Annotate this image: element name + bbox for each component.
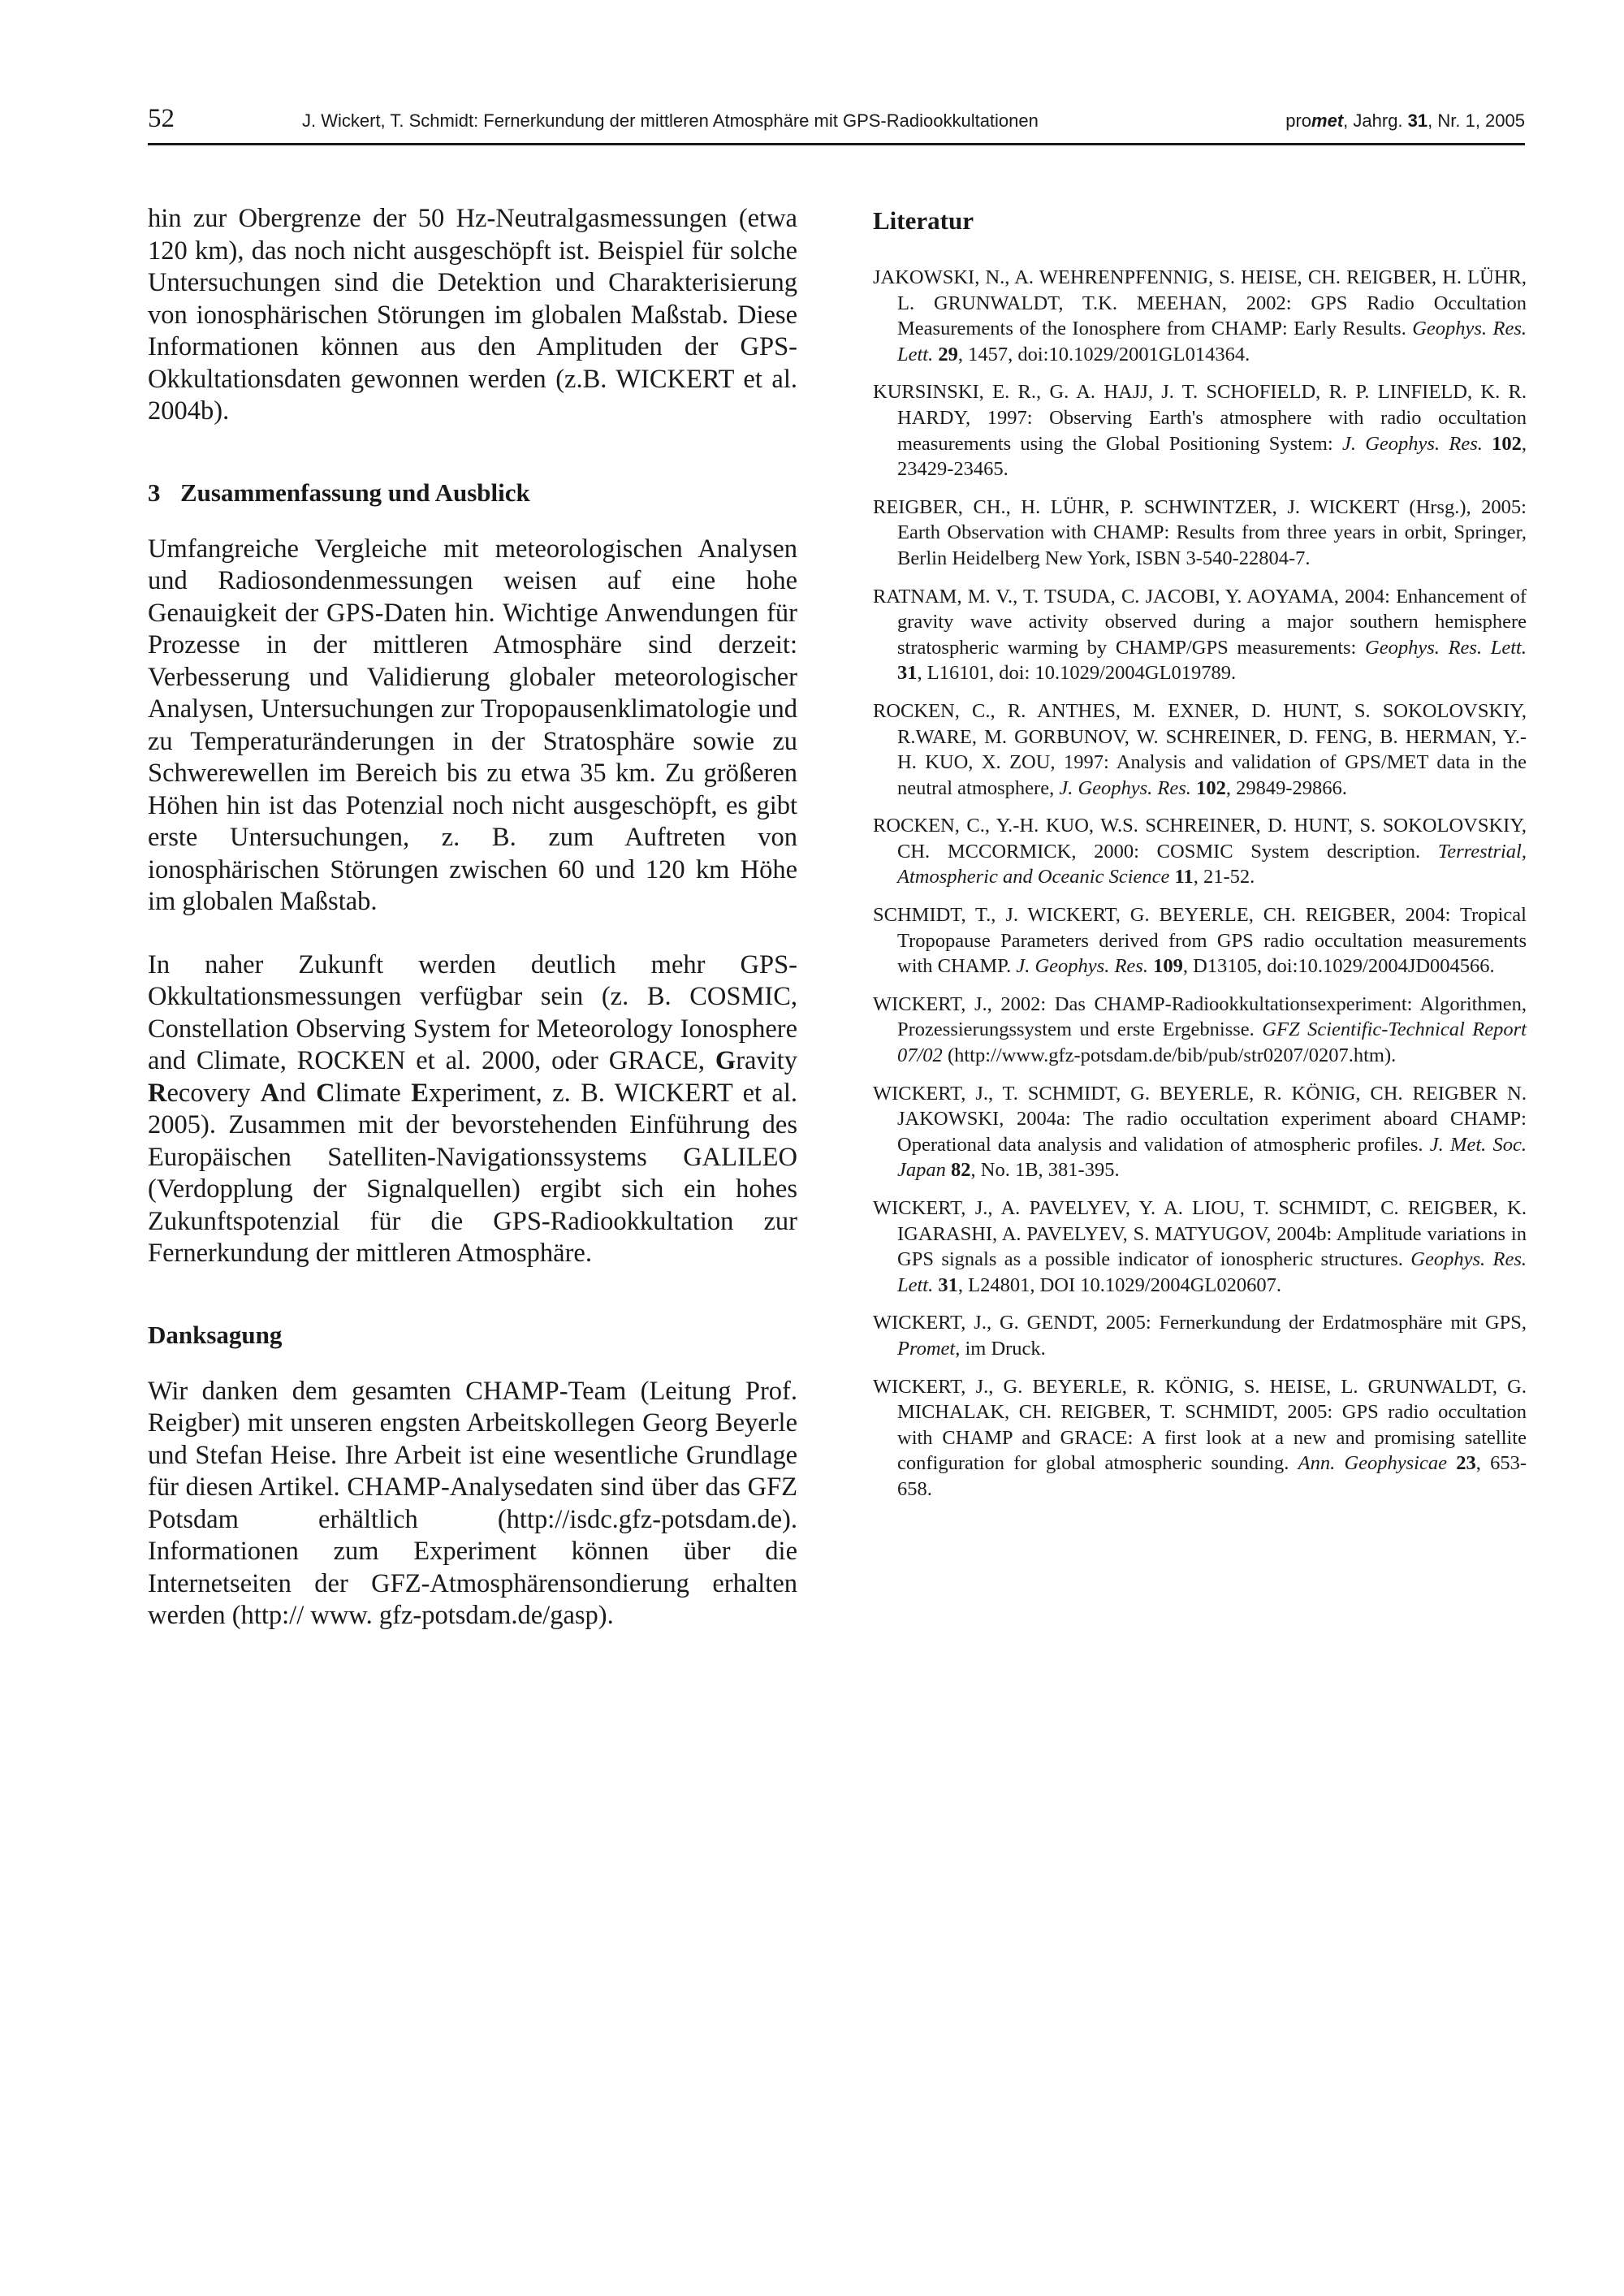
reference-pages: (http://www.gfz-potsdam.de/bib/pub/str0207/0207.htm).	[942, 1044, 1397, 1067]
reference-pages: , No. 1B, 381-395.	[970, 1159, 1120, 1182]
left-column	[148, 203, 797, 1632]
acknowledgement-paragraph: Wir danken dem gesamten CHAMP-Team (Leitung Prof. Reigber) mit unseren engsten Arbeitskollegen Georg Beyerle und Stefan Heise. Ihre Arbeit ist eine wesentliche Grundlage für diesen Artikel. CHAMP-Analysedaten sind über das GFZ Potsdam erhältlich (http://isdc.gfz-potsdam.de). Informationen zum Experiment können über die Internetseiten der GFZ-Atmosphärensondierung erhalten werden (http:// www. gfz-potsdam.de/gasp).	[148, 1376, 797, 1630]
reference-text: RATNAM, M. V., T. TSUDA, C. JACOBI, Y. AOYAMA, 2004: Enhancement of gravity wave activity observed during a major southern hemisphere stratospheric warming by CHAMP/GPS measurements:	[873, 585, 1527, 659]
reference-item	[873, 1081, 1527, 1183]
reference-pages: , 23429-23465.	[897, 432, 1527, 481]
reference-item	[873, 813, 1527, 890]
summary-paragraph-1: Umfangreiche Vergleiche mit meteorologischen Analysen und Radiosondenmessungen weisen auf eine hohe Genauigkeit der GPS-Daten hin. Wichtige Anwendungen für Prozesse in der mittleren Atmosphäre sind derzeit: Verbesserung und Validierung globaler meteorologischer Analysen, Untersuchungen zur Tropopausenklimatologie und zu Temperaturänderungen in der Stratosphäre sowie zu Schwerewellen im Bereich bis zu etwa 35 km. Zu größeren Höhen hin ist das Potenzial noch nicht ausgeschöpft, es gibt erste Untersuchungen, z. B. zum Auftreten von ionosphärischen Störungen zwischen 60 und 120 km Höhe im globalen Maßstab.	[148, 534, 797, 916]
page-header	[148, 104, 1525, 145]
reference-volume: 31	[897, 662, 918, 685]
section-title: Zusammenfassung und Ausblick	[180, 478, 530, 507]
section-3-heading	[148, 477, 797, 509]
acronym-letter: G	[715, 1046, 736, 1075]
reference-volume: 23	[1456, 1452, 1476, 1475]
journal-year: , Jahrg.	[1343, 110, 1408, 131]
reference-journal: J. Geophys. Res.	[1059, 776, 1191, 799]
paragraph-text: ravity	[736, 1046, 797, 1075]
reference-journal: J. Geophys. Res.	[1016, 955, 1148, 978]
paragraph-text: ecovery	[166, 1078, 261, 1108]
reference-pages: , 653-658.	[897, 1452, 1527, 1500]
reference-item	[873, 1374, 1527, 1503]
reference-item	[873, 265, 1527, 367]
reference-pages: , im Druck.	[955, 1337, 1046, 1360]
reference-journal: Promet	[897, 1337, 956, 1360]
reference-pages: , D13105, doi:10.1029/2004JD004566.	[1182, 955, 1495, 978]
reference-text: WICKERT, J., G. BEYERLE, R. KÖNIG, S. HEISE, L. GRUNWALDT, G. MICHALAK, CH. REIGBER, T. SCHMIDT, 2005: GPS radio occultation with CHAMP and GRACE: A first look at a new and promising satellite configuration for global atmospheric sounding.	[873, 1375, 1527, 1475]
section-number: 3	[148, 478, 161, 507]
reference-journal: Ann. Geophysicae	[1298, 1452, 1447, 1475]
running-title: J. Wickert, T. Schmidt: Fernerkundung der mittleren Atmosphäre mit GPS-Radiookkultationen	[302, 110, 1039, 131]
reference-volume: 29	[938, 343, 958, 365]
reference-item	[873, 698, 1527, 801]
reference-journal: Geophys. Res. Lett.	[897, 318, 1527, 365]
intro-paragraph: hin zur Obergrenze der 50 Hz-Neutralgasmessungen (etwa 120 km), das noch nicht ausgeschöpft ist. Beispiel für solche Untersuchungen sind die Detektion und Charakterisierung von ionosphärischen Störungen im globalen Maßstab. Diese Informationen können aus den Amplituden der GPS-Okkultationsdaten gewonnen werden (z.B. WICKERT et al. 2004b).	[148, 204, 797, 426]
paragraph-text: In naher Zukunft werden deutlich mehr GPS-Okkultationsmessungen verfügbar sein (z. B. COSMIC, Constellation Observing System for Meteorology Ionosphere and Climate, ROCKEN et al. 2000, oder GRACE,	[148, 949, 797, 1075]
reference-item	[873, 495, 1527, 572]
paragraph-text: xperiment, z. B. WICKERT et al. 2005). Zusammen mit der bevorstehenden Einführung des Europäischen Satelliten-Navigationssystems GALILEO (Verdopplung der Signalquellen) ergibt sich ein hohes Zukunftspotenzial für die GPS-Radiookkultation zur Fernerkundung der mittleren Atmosphäre.	[148, 1078, 797, 1268]
reference-journal: Geophys. Res. Lett.	[897, 1248, 1527, 1296]
reference-text: KURSINSKI, E. R., G. A. HAJJ, J. T. SCHOFIELD, R. P. LINFIELD, K. R. HARDY, 1997: Observing Earth's atmosphere with radio occultation measurements using the Global Positioning System:	[873, 381, 1527, 455]
reference-journal: J. Met. Soc. Japan	[897, 1133, 1527, 1182]
acronym-letter: A	[260, 1078, 280, 1108]
reference-pages: , 1457, doi:10.1029/2001GL014364.	[957, 343, 1250, 365]
reference-volume: 109	[1153, 955, 1183, 978]
right-column	[873, 205, 1527, 1515]
acronym-letter: E	[411, 1078, 429, 1108]
journal-name-pro: pro	[1285, 110, 1312, 131]
reference-item	[873, 992, 1527, 1069]
reference-volume: 11	[1174, 866, 1194, 889]
reference-text: SCHMIDT, T., J. WICKERT, G. BEYERLE, CH. REIGBER, 2004: Tropical Tropopause Parameters derived from GPS radio occultation measurements with CHAMP.	[873, 904, 1527, 978]
reference-volume: 31	[938, 1273, 958, 1296]
reference-journal: Terrestrial, Atmospheric and Oceanic Science	[897, 840, 1527, 889]
literature-heading: Literatur	[873, 206, 974, 235]
reference-text: JAKOWSKI, N., A. WEHRENPFENNIG, S. HEISE, CH. REIGBER, H. LÜHR, L. GRUNWALDT, T.K. MEEHAN, 2002: GPS Radio Occultation Measurements of the Ionosphere from CHAMP: Early Results.	[873, 266, 1527, 340]
reference-space	[1447, 1452, 1456, 1474]
paragraph-text: nd	[279, 1078, 317, 1108]
reference-volume: 102	[1492, 432, 1522, 455]
reference-text: WICKERT, J., 2002: Das CHAMP-Radiookkultationsexperiment: Algorithmen, Prozessierungssystem und erste Ergebnisse.	[873, 992, 1527, 1041]
reference-volume: 82	[951, 1159, 971, 1182]
reference-item	[873, 1196, 1527, 1298]
reference-text: WICKERT, J., A. PAVELYEV, Y. A. LIOU, T. SCHMIDT, C. REIGBER, K. IGARASHI, A. PAVELYEV, S. MATYUGOV, 2004b: Amplitude variations in GPS signals as a possible indicator of ionospheric structures.	[873, 1197, 1527, 1271]
journal-info	[1285, 110, 1525, 132]
acknowledgement-heading: Danksagung	[148, 1320, 283, 1349]
page-number: 52	[148, 104, 175, 133]
reference-item	[873, 584, 1527, 686]
reference-text: ROCKEN, C., R. ANTHES, M. EXNER, D. HUNT, S. SOKOLOVSKIY, R.WARE, M. GORBUNOV, W. SCHREINER, D. FENG, B. HERMAN, Y.- H. KUO, X. ZOU, 1997: Analysis and validation of GPS/MET data in the neutral atmosphere,	[873, 699, 1527, 799]
reference-item	[873, 379, 1527, 482]
reference-item	[873, 902, 1527, 979]
reference-pages: , L24801, DOI 10.1029/2004GL020607.	[957, 1273, 1281, 1296]
reference-pages: , 29849-29866.	[1225, 776, 1347, 799]
reference-journal: J. Geophys. Res.	[1341, 432, 1483, 455]
reference-text: REIGBER, CH., H. LÜHR, P. SCHWINTZER, J. WICKERT (Hrsg.), 2005: Earth Observation with CHAMP: Results from three years in orbit, Springer, Berlin Heidelberg New York, ISBN 3-540-22804-7.	[873, 495, 1527, 569]
acronym-letter: C	[316, 1078, 335, 1108]
reference-volume: 102	[1196, 776, 1226, 799]
reference-item	[873, 1310, 1527, 1361]
reference-text: WICKERT, J., G. GENDT, 2005: Fernerkundung der Erdatmosphäre mit GPS,	[873, 1312, 1527, 1334]
journal-volume: 31	[1407, 110, 1428, 131]
journal-name-met: met	[1311, 110, 1344, 131]
reference-space	[1483, 433, 1492, 455]
acronym-letter: R	[148, 1078, 167, 1108]
journal-issue: , Nr. 1, 2005	[1427, 110, 1525, 131]
paragraph-text: limate	[335, 1078, 412, 1108]
reference-text: ROCKEN, C., Y.-H. KUO, W.S. SCHREINER, D. HUNT, S. SOKOLOVSKIY, CH. MCCORMICK, 2000: COSMIC System description.	[873, 815, 1527, 863]
reference-journal: Geophys. Res. Lett.	[1365, 636, 1527, 659]
reference-text: WICKERT, J., T. SCHMIDT, G. BEYERLE, R. KÖNIG, CH. REIGBER N. JAKOWSKI, 2004a: The radio occultation experiment aboard CHAMP: Operational data analysis and validation of atmospheric profiles.	[873, 1082, 1527, 1156]
reference-pages: , 21-52.	[1193, 866, 1255, 889]
reference-journal: GFZ Scientific-Technical Report 07/02	[897, 1018, 1527, 1067]
summary-paragraph-2	[148, 949, 797, 1270]
reference-pages: , L16101, doi: 10.1029/2004GL019789.	[917, 662, 1237, 685]
